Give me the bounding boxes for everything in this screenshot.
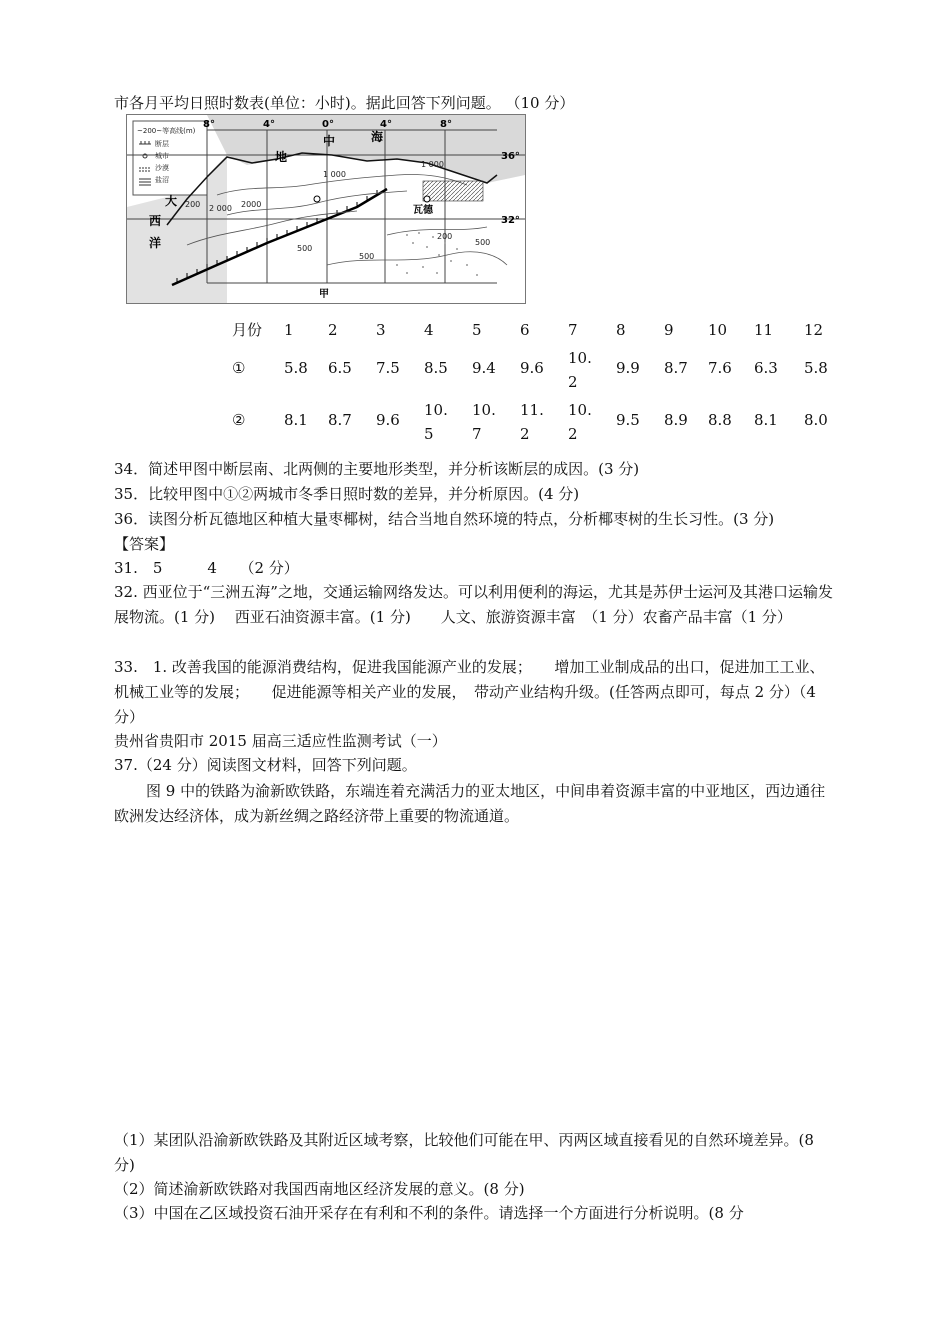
label-wade: 瓦德 [413, 205, 433, 216]
table-cell: 5.8 [284, 359, 308, 377]
contour-label-5: 200 [185, 200, 201, 209]
label-di: 地 [275, 150, 288, 164]
lon-4w: 4° [263, 119, 275, 130]
legend-city: 城市 [155, 152, 169, 160]
lon-0: 0° [322, 119, 334, 130]
table-row-label: ② [232, 411, 246, 429]
table-cell: 7.6 [708, 359, 732, 377]
contour-label-4: 2000 [241, 200, 262, 209]
label-zhong: 中 [323, 134, 336, 148]
table-cell: 9.6 [376, 411, 400, 429]
contour-label-3: 2 000 [209, 204, 232, 213]
table-cell: 8.7 [328, 411, 352, 429]
question-37-title: 37.（24 分）阅读图文材料，回答下列问题。 [114, 756, 417, 774]
table-month-12: 12 [804, 321, 824, 339]
table-cell: 8.5 [424, 359, 448, 377]
label-da: 大 [165, 194, 178, 208]
table-cell: 8.7 [664, 359, 688, 377]
table-month-3: 3 [376, 321, 386, 339]
contour-label-6: 500 [297, 244, 313, 253]
table-cell: 8.1 [754, 411, 778, 429]
intro-line: 市各月平均日照时数表(单位：小时)。据此回答下列问题。 （10 分） [114, 94, 575, 112]
contour-label-8: 200 [437, 232, 453, 241]
table-month-9: 9 [664, 321, 674, 339]
source-line: 贵州省贵阳市 2015 届高三适应性监测考试（一） [114, 732, 447, 750]
contour-label-2: 1 000 [323, 170, 346, 179]
table-cell: 7.5 [376, 359, 400, 377]
legend-desert: 沙漠 [155, 164, 169, 172]
table-month-10: 10 [708, 321, 728, 339]
sub-question-2: （2）简述渝新欧铁路对我国西南地区经济发展的意义。(8 分) [114, 1180, 525, 1198]
sub-question-3: （3）中国在乙区域投资石油开采存在有利和不利的条件。请选择一个方面进行分析说明。(8 分 [114, 1204, 744, 1222]
table-row-label: ① [232, 359, 246, 377]
question-34: 34．简述甲图中断层南、北两侧的主要地形类型，并分析该断层的成因。(3 分) [114, 460, 640, 478]
sea-shade [207, 115, 525, 183]
lon-8w: 8° [203, 119, 215, 130]
table-month-2: 2 [328, 321, 338, 339]
table-header-label: 月份 [232, 321, 263, 339]
table-cell: 8.1 [284, 411, 308, 429]
table-cell: 8.8 [708, 411, 732, 429]
city-2 [424, 196, 430, 202]
table-cell: 6.3 [754, 359, 778, 377]
table-month-6: 6 [520, 321, 530, 339]
question-36: 36．读图分析瓦德地区种植大量枣椰树，结合当地自然环境的特点，分析椰枣树的生长习性。(3 分) [114, 510, 775, 528]
table-month-5: 5 [472, 321, 482, 339]
label-yang: 洋 [149, 236, 162, 250]
table-cell: 8.0 [804, 411, 828, 429]
answer-32: 32. 西亚位于“三洲五海”之地，交通运输网络发达。可以利用便利的海运，尤其是苏伊士运河及其港口运输发展物流。(1 分) 西亚石油资源丰富。(1 分) 人文、旅游资源丰富 （1 分）农畜产品丰富（1 分） [114, 583, 833, 626]
map-caption: 甲 [319, 289, 329, 300]
table-cell: 10. 2 [568, 349, 592, 391]
table-cell: 9.4 [472, 359, 496, 377]
label-hai: 海 [371, 130, 384, 144]
legend-contour: ~200~等高线(m) [137, 127, 196, 135]
table-month-11: 11 [754, 321, 774, 339]
legend-fault: 断层 [155, 140, 169, 148]
lat-36: 36° [501, 151, 520, 162]
table-cell: 9.5 [616, 411, 640, 429]
contour-label-9: 500 [475, 238, 491, 247]
table-month-8: 8 [616, 321, 626, 339]
question-37-text: 图 9 中的铁路为渝新欧铁路，东端连着充满活力的亚太地区，中间串着资源丰富的中亚地区，西边通往欧洲发达经济体，成为新丝绸之路经济带上重要的物流通道。 [114, 782, 826, 825]
label-xi: 西 [149, 214, 162, 228]
table-cell: 11. 2 [520, 401, 544, 443]
contour-label-7: 500 [359, 252, 375, 261]
table-cell: 10. 7 [472, 401, 496, 443]
table-month-1: 1 [284, 321, 294, 339]
sub-question-1: （1）某团队沿渝新欧铁路及其附近区域考察，比较他们可能在甲、丙两区域直接看见的自然环境差异。(8 分) [114, 1131, 814, 1174]
answer-31: 31. 5 4 （2 分） [114, 559, 299, 577]
lon-4e: 4° [380, 119, 392, 130]
city-1 [314, 196, 320, 202]
lat-32: 32° [501, 215, 520, 226]
table-cell: 9.6 [520, 359, 544, 377]
table-month-7: 7 [568, 321, 578, 339]
table-cell: 6.5 [328, 359, 352, 377]
map-svg [127, 115, 525, 303]
legend-saltmarsh: 盐沼 [155, 176, 169, 184]
table-cell: 8.9 [664, 411, 688, 429]
table-cell: 10. 2 [568, 401, 592, 443]
lon-8e: 8° [440, 119, 452, 130]
salt-marsh [423, 181, 483, 201]
question-35: 35．比较甲图中①②两城市冬季日照时数的差异，并分析原因。(4 分) [114, 485, 580, 503]
table-cell: 5.8 [804, 359, 828, 377]
map-figure [126, 114, 526, 304]
table-cell: 10. 5 [424, 401, 448, 443]
table-cell: 9.9 [616, 359, 640, 377]
answer-heading: 【答案】 [114, 535, 175, 553]
contour-label-1: 1 000 [421, 160, 444, 169]
table-month-4: 4 [424, 321, 434, 339]
answer-33: 33. 1. 改善我国的能源消费结构，促进我国能源产业的发展； 增加工业制成品的出口，促进加工工业、 机械工业等的发展； 促进能源等相关产业的发展， 带动产业结构升级。(任答两点即可，每点 2 分）（4 分） [114, 658, 825, 726]
